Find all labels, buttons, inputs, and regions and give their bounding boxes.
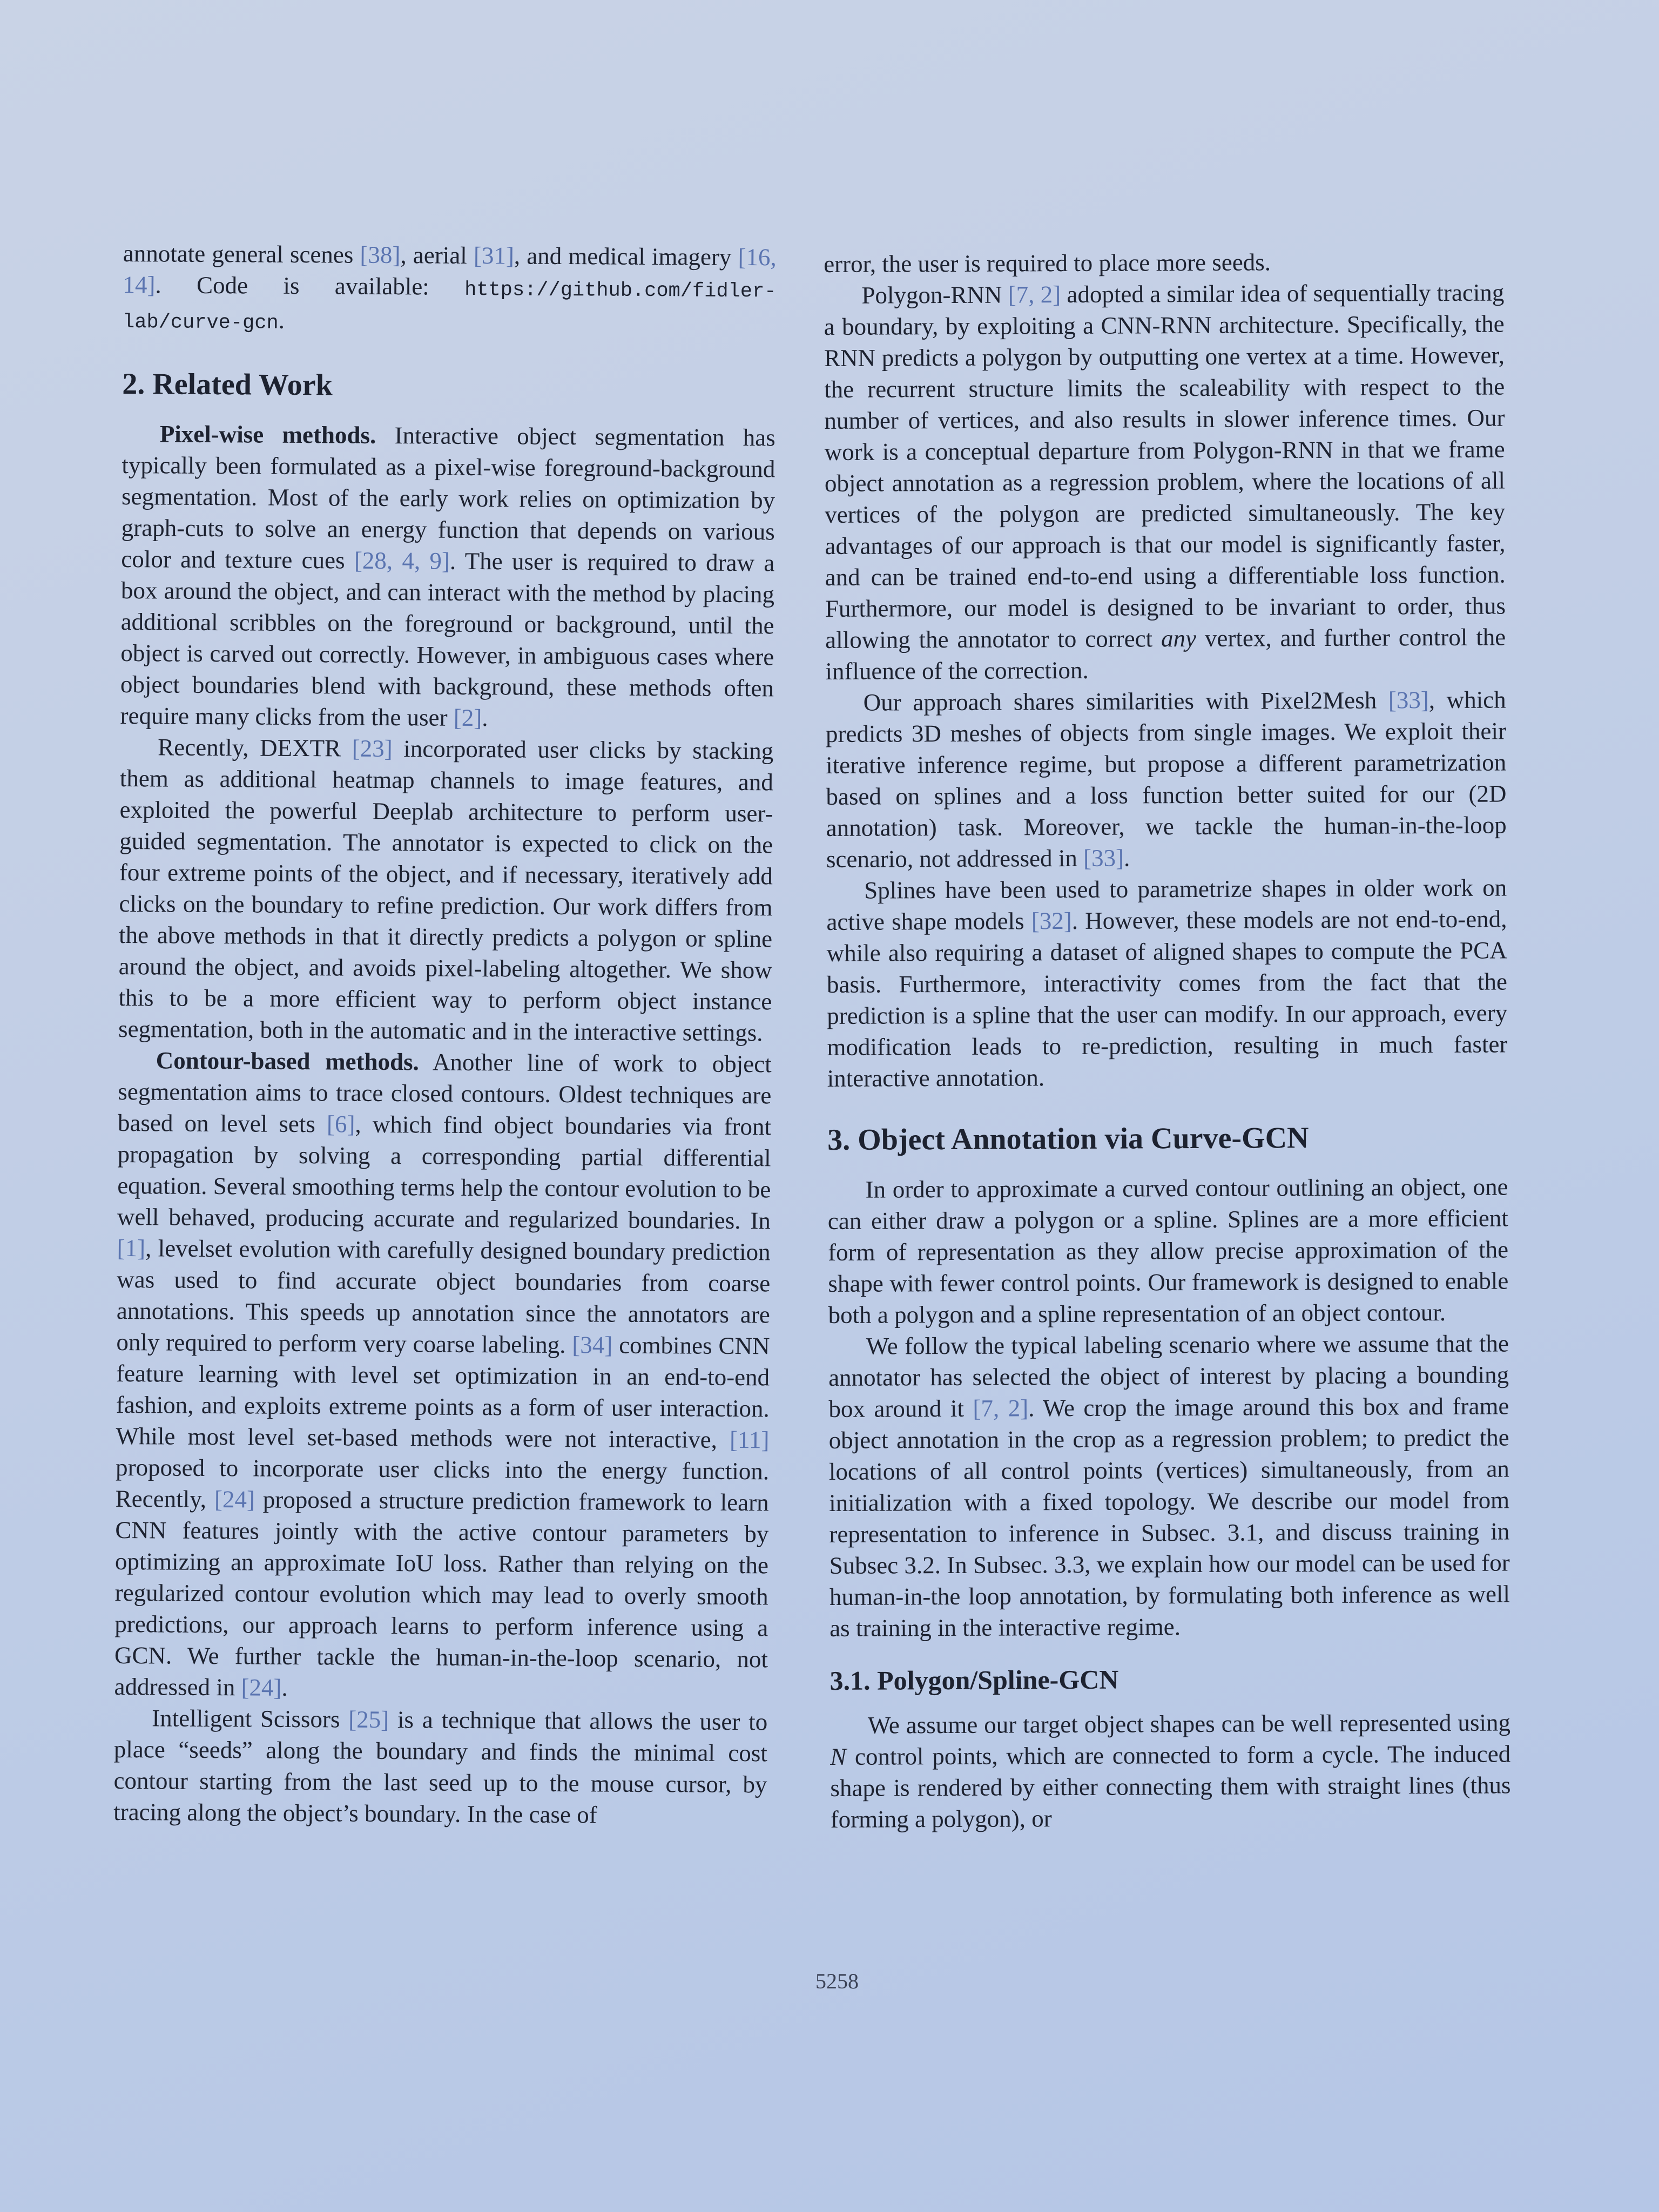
citation-link[interactable]: [24] <box>214 1486 255 1513</box>
text-run: , which predicts 3D meshes of objects from single images. We exploit their iterative inference regime, but propose a different parametrization based on splines and a loss function better suited for our (2D annotation) task. Moreover, we tackle the human-in-the-loop scenario, not addressed in <box>825 686 1507 873</box>
text-run: We assume our target object shapes can be well represented using <box>867 1709 1511 1739</box>
paragraph-polygon-rnn <box>824 277 1506 687</box>
text-run: Intelligent Scissors <box>152 1704 349 1733</box>
text-run: We follow the typical labeling scenario where we assume that the annotator has selected the object of interest by placing a bounding box around it <box>828 1330 1509 1422</box>
text-run: , and medical imagery <box>514 242 738 271</box>
text-run: . <box>278 306 285 334</box>
text-run: is a technique that allows the user to place “seeds” along the boundary and finds the minimal cost contour starting from the last seed up to the mouse cursor, by tracing along the object’s boundary. In the case of <box>113 1706 768 1829</box>
text-run: proposed a structure prediction framework to learn CNN features jointly with the active contour parameters by optimizing an approximate IoU loss. Rather than relying on the regularized contour evolution which may lead to overly smooth predictions, our approach learns to perform inference using a GCN. We further tackle the human-in-the-loop scenario, not addressed in <box>114 1486 769 1701</box>
citation-link[interactable]: [32] <box>1031 907 1072 935</box>
text-run: vertex, and further control the influence of the correction. <box>825 623 1506 685</box>
text-run: . The user is required to draw a box around the object, and can interact with the method by placing additional scribbles on the foreground or background, until the object is carved out correctly. However, in ambiguous cases where object boundaries blend with background, these methods often require many clicks from the user <box>120 547 775 731</box>
subsection-title-polygon-spline-gcn: 3.1. Polygon/Spline-GCN <box>830 1664 1119 1696</box>
text-run: . Code is available: <box>155 271 465 300</box>
text-run: . <box>1123 844 1130 872</box>
emphasis: N <box>830 1743 847 1770</box>
run-in-heading: Pixel-wise methods. <box>159 420 376 449</box>
citation-link[interactable]: [6] <box>326 1110 355 1138</box>
paragraph-control-points <box>830 1707 1511 1835</box>
text-run: adopted a similar idea of sequentially tracing a boundary, by exploiting a CNN-RNN architecture. Specifically, the RNN predicts a polygon by outputting one vertex at a time. However, the recurrent structure limits the scaleability with respect to the number of vertices, and also results in slower inference times. Our work is a conceptual departure from Polygon-RNN in that we frame object annotation as a regression problem, where the locations of all vertices of the polygon are predicted simultaneously. The key advantages of our approach is that our model is significantly faster, and can be trained end-to-end using a differentiable loss function. Furthermore, our model is designed to be invariant to order, thus allowing the annotator to correct <box>824 279 1506 653</box>
citation-link[interactable]: [25] <box>348 1705 389 1734</box>
intro-tail <box>123 238 777 342</box>
citation-link[interactable]: [38] <box>360 241 401 269</box>
text-run: combines CNN feature learning with level set optimization in an end-to-end fashion, and exploits extreme points as a form of user interaction. While most level set-based methods were not interactive, <box>116 1331 770 1453</box>
text-run: , levelset evolution with carefully designed boundary prediction was used to find accurate object boundaries from coarse annotations. This speeds up annotation since the annotators are only required to perform very coarse labeling. <box>116 1235 771 1359</box>
text-run: . However, these models are not end-to-end, while also requiring a dataset of aligned shapes to compute the PCA basis. Furthermore, interactivity comes from the fact that the prediction is a spline that the user can modify. In our approach, every modification leads to re-prediction, resulting in much faster interactive annotation. <box>826 905 1508 1092</box>
paragraph-intelligent-scissors <box>113 1702 767 1831</box>
text-run: Our approach shares similarities with Pixel2Mesh <box>863 686 1388 716</box>
text-run: . <box>482 704 488 732</box>
text-run: control points, which are connected to form a cycle. The induced shape is rendered by either connecting them with straight lines (thus forming a polygon), or <box>830 1740 1511 1833</box>
paragraph-dextr <box>118 731 774 1048</box>
citation-link[interactable]: [33] <box>1388 686 1429 714</box>
text-run: proposed to incorporate user clicks into the energy function. Recently, <box>115 1453 770 1513</box>
citation-link[interactable]: [28, 4, 9] <box>354 547 450 575</box>
emphasis: any <box>1161 624 1197 652</box>
text-run: , which find object boundaries via front propagation by solving a corresponding partial differential equation. Several smoothing terms help the contour evolution to be well behaved, producing accurate and regularized boundaries. In <box>117 1110 772 1235</box>
paragraph-pixel2mesh <box>826 684 1507 874</box>
left-column <box>113 238 777 1831</box>
text-run: annotate general scenes <box>123 239 360 268</box>
section-title-related-work: 2. Related Work <box>122 367 333 402</box>
citation-link[interactable]: [1] <box>117 1234 146 1262</box>
paragraph-contour-based <box>114 1044 771 1706</box>
text-run: Interactive object segmentation has typically been formulated as a pixel-wise foreground-background segmentation. Most of the early work relies on optimization by graph-cuts to solve an energy function that depends on various color and texture cues <box>121 421 775 574</box>
citation-link[interactable]: [23] <box>352 734 393 763</box>
text-run: , aerial <box>400 241 474 269</box>
citation-link[interactable]: [34] <box>572 1331 613 1359</box>
section-title-object-annotation: 3. Object Annotation via Curve-GCN <box>827 1121 1309 1157</box>
text-run: Polygon-RNN <box>861 281 1008 309</box>
text-run: . We crop the image around this box and frame object annotation in the crop as a regression problem; to predict the locations of all control points (vertices) simultaneously, from an initialization with a fixed topology. We describe our model from representation to inference in Subsec. 3.1, and discuss training in Subsec 3.2. In Subsec. 3.3, we explain how our model can be used for human-in-the loop annotation, by formulating both inference as well as training in the interactive regime. <box>828 1392 1510 1642</box>
paragraph-approximate-contour: In order to approximate a curved contour outlining an object, one can either draw a polygon or a spline. Splines are a more efficient form of representation as they allow precise approximation of the shape with fewer control points. Our framework is designed to enable both a polygon and a spline representation of an object contour. <box>827 1173 1509 1328</box>
paragraph-pixel-wise <box>120 418 775 735</box>
code-url-link[interactable]: https://github.com/fidler-lab/curve-gcn <box>122 278 777 335</box>
citation-link[interactable]: [31] <box>473 241 515 269</box>
text-run: . <box>281 1674 288 1701</box>
text-run: Splines have been used to parametrize shapes in older work on active shape models <box>826 874 1507 935</box>
citation-link[interactable]: [7, 2] <box>1008 281 1061 308</box>
run-in-heading: Contour-based methods. <box>156 1047 420 1076</box>
citation-link[interactable]: [7, 2] <box>973 1394 1029 1422</box>
paragraph-seeds-tail: error, the user is required to place more seeds. <box>824 248 1271 278</box>
text-run: Recently, DEXTR <box>158 733 352 762</box>
citation-link[interactable]: [11] <box>729 1426 770 1454</box>
citation-link[interactable]: [24] <box>241 1674 282 1701</box>
paragraph-splines <box>826 872 1508 1094</box>
page-number: 5258 <box>815 1969 859 1993</box>
right-column <box>824 246 1511 1835</box>
text-run: incorporated user clicks by stacking them as additional heatmap channels to image features, and exploited the powerful Deeplab architecture to perform user-guided segmentation. The annotator is expected to click on the four extreme points of the object, and if necessary, iteratively add clicks on the boundary to refine prediction. Our work differs from the above methods in that it directly predicts a polygon or spline around the object, and avoids pixel-labeling altogether. We show this to be a more efficient way to perform object instance segmentation, both in the automatic and in the interactive settings. <box>118 735 774 1047</box>
text-run: Another line of work to object segmentation aims to trace closed contours. Oldest techniques are based on level sets <box>117 1048 772 1138</box>
citation-link[interactable]: [33] <box>1083 844 1124 872</box>
citation-link[interactable]: [2] <box>453 704 482 732</box>
citation-link[interactable]: [16, 14] <box>123 243 777 299</box>
paragraph-labeling-scenario <box>828 1327 1510 1643</box>
